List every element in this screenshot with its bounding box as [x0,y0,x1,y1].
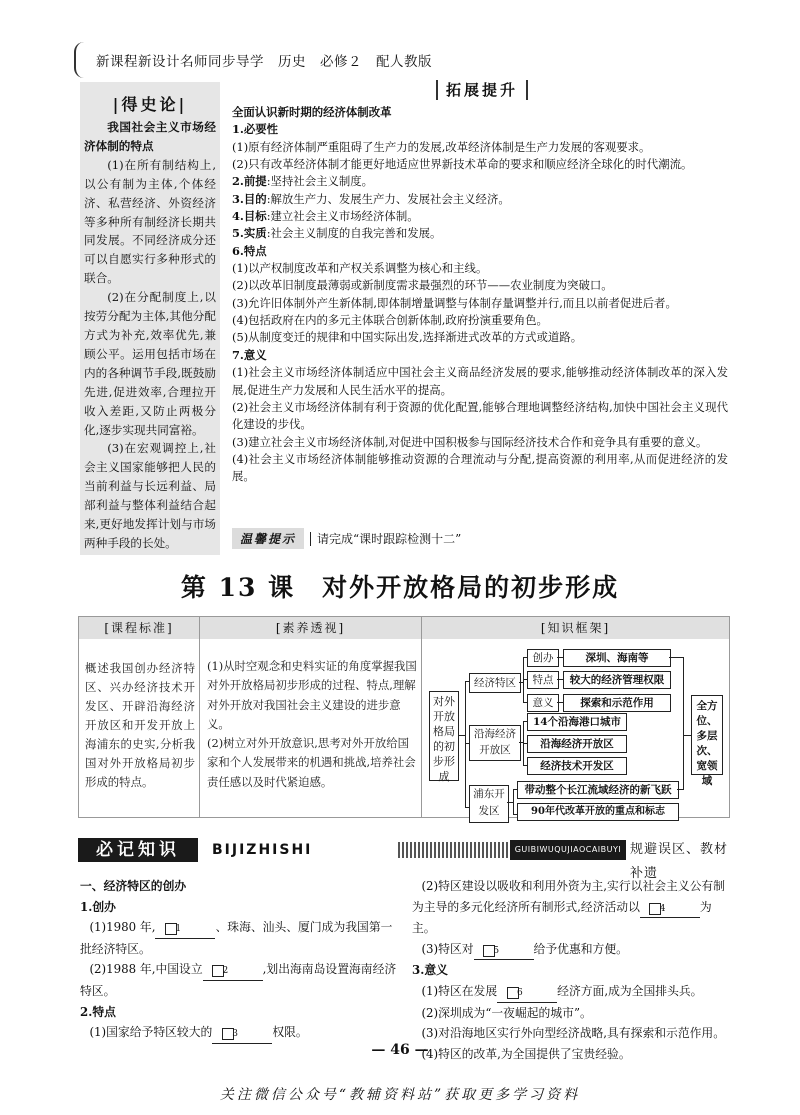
blank-number: 3 [222,1028,234,1040]
table-header-framework: [知识框架] [422,617,729,639]
text: (4)特区的改革,为全国提供了宝贵经验。 [421,1046,631,1061]
section-heading: 5.实质 [232,226,267,241]
paragraph: (1)以产权制度改革和产权关系调整为核心和主线。 [232,261,488,276]
text: (2)深圳成为“一夜崛起的城市”。 [421,1005,592,1020]
table-header-literacy: [素养透视] [200,617,421,639]
framework-leaf: 较大的经济管理权限 [563,671,671,689]
fill-blank-2[interactable] [203,959,263,981]
section-heading: 2.前提 [232,174,267,189]
framework-leaf: 14个沿海港口城市 [527,713,627,731]
sidebar-text [84,118,216,553]
paragraph: :坚持社会主义制度。 [266,174,374,189]
paragraph: (5)从制度变迁的规律和中国实际出发,选择渐进式改革的方式或道路。 [232,330,583,345]
table-header-standard: [课程标准] [79,617,199,639]
text: (1)国家给予特区较大的 [89,1025,213,1040]
banner-stripe [398,842,510,858]
subsection-heading: 1.创办 [80,899,116,914]
connector-line [683,657,684,790]
paragraph: (1)原有经济体制严重阻碍了生产力的发展,改革经济体制是生产力发展的客观要求。 [232,139,651,154]
footer-note: 关注微信公众号“教辅资料站”获取更多学习资料 [219,1087,581,1103]
framework-root: 对外开放格局的初步形成 [429,691,459,781]
framework-leaf: 90年代改革开放的重点和标志 [517,803,679,821]
column-divider [421,617,422,817]
text: 为主。 [412,899,712,936]
expansion-title: 拓展提升 [436,80,528,100]
book-header: 新课程新设计名师同步导学 历史 必修２ 配人教版 [96,54,432,70]
curriculum-standard-text: 概述我国创办经济特区、兴办经济技术开发区、开辟沿海经济开放区和开发开放上海浦东的史实,分析我国对外开放格局初步形成的特点。 [85,661,195,789]
paragraph: (1)社会主义市场经济体制适应中国社会主义商品经济发展的要求,能够推动经济体制改革的深入发展,促进生产力发展和人民生活水平的提高。 [232,365,728,397]
history-insight-sidebar [80,82,220,555]
blank-number: 6 [507,987,519,999]
tip-divider [310,532,311,546]
fill-blank-6[interactable] [497,981,557,1003]
text: 权限。 [272,1025,308,1040]
blank-number: 2 [212,965,224,977]
banner-title: 必记知识 [78,838,198,862]
subsection-heading: 3.意义 [412,963,448,978]
lesson-overview-table [78,616,730,818]
section-heading: 7.意义 [232,347,267,362]
framework-leaf: 带动整个长江流域经济的新飞跃 [517,781,679,799]
paragraph: (3)建立社会主义市场经济体制,对促进中国积极参与国际经济技术合作和竞争具有重要的意义。 [232,434,708,449]
framework-branch-special-zones: 经济特区 [469,673,521,693]
literacy-item: (2)树立对外开放意识,思考对外开放给国家和个人发展带来的机遇和挑战,培养社会责任感以及时代紧迫感。 [207,736,416,789]
connector-line [513,789,514,815]
section-heading: 一、经济特区的创办 [80,879,187,893]
tip-label: 温馨提示 [232,528,304,549]
lesson-title: 第 13 课 对外开放格局的初步形成 [180,573,620,602]
text: (3)对沿海地区实行外向型经济战略,具有探索和示范作用。 [421,1026,726,1041]
banner-right-pinyin: GUIBIWUQUJIAOCAIBUYI [510,840,626,860]
fill-blank-1[interactable] [155,917,215,939]
subsection-heading: 2.特点 [80,1004,116,1019]
connector-line [683,735,691,736]
paragraph: (2)社会主义市场经济体制有利于资源的优化配置,能够合理地调整经济结构,加快中国社会主义现代化建设的步伐。 [232,399,728,432]
text: (2)1988 年,中国设立 [89,962,203,977]
sidebar-paragraph: (2)在分配制度上,以按劳分配为主体,其他分配方式为补充,效率优先,兼顾公平。运用包括市场在内的各种调节手段,既鼓励先进,促进效率,合理拉开收入差距,又防止两极分化,逐步实现共同富裕。 [84,290,216,437]
section-heading: 4.目标 [232,209,267,224]
framework-sub-significance: 意义 [527,694,559,712]
sidebar-paragraph: (3)在宏观调控上,社会主义国家能够把人民的当前利益与长远利益、局部利益与整体利益结合起来,更好地发挥计划与市场两种手段的长处。 [84,441,216,550]
knowledge-left-column [80,876,398,1044]
text: (3)特区对 [421,941,474,956]
fill-blank-3[interactable] [212,1022,272,1044]
text: ,划出海南岛设置海南经济特区。 [80,962,397,998]
connector-line [669,657,683,658]
blank-number: 5 [483,945,495,957]
text: 、珠海、汕头、厦门成为我国第一批经济特区。 [80,920,393,956]
framework-sub-features: 特点 [527,671,559,689]
expansion-body [232,104,728,486]
framework-leaf: 经济技术开发区 [527,757,627,775]
must-remember-banner [78,838,729,881]
text: 经济方面,成为全国排头兵。 [557,983,703,998]
paragraph: (2)以改革旧制度最薄弱或新制度需求最强烈的环节——农业制度为突破口。 [232,278,613,293]
connector-line [523,657,524,703]
framework-branch-coastal: 沿海经济开放区 [469,725,521,761]
paragraph: (3)允许旧体制外产生新体制,即体制增量调整与体制存量调整并行,而且以前者促进后者。 [232,295,677,310]
header-brace-icon [74,42,86,78]
framework-leaf: 沿海经济开放区 [527,735,627,753]
reminder-tip [232,528,461,549]
sidebar-paragraph: (1)在所有制结构上,以公有制为主体,个体经济、私营经济、外资经济等多种所有制经济长期共同发展。不同经济成分还可以自愿实行多种形式的联合。 [84,157,216,286]
paragraph: :社会主义制度的自我完善和发展。 [266,226,442,241]
framework-result: 全方位、多层次、宽领域 [691,695,723,775]
sidebar-heading: 我国社会主义市场经济体制的特点 [84,120,216,153]
paragraph: (4)包括政府在内的多元主体联合创新体制,政府扮演重要角色。 [232,313,548,328]
tip-text: 请完成“课时跟踪检测十二” [317,532,462,546]
paragraph: :建立社会主义市场经济体制。 [266,209,419,224]
section-heading: 6.特点 [232,243,267,258]
text: 给予优惠和方便。 [533,941,628,956]
banner-pinyin: BIJIZHISHI [212,842,313,858]
framework-branch-pudong: 浦东开发区 [469,785,509,823]
banner-right-title: 规避误区、教材补遗 [630,842,729,881]
paragraph: (2)只有改革经济体制才能更好地适应世界新技术革命的要求和顺应经济全球化的时代潮流。 [232,157,693,172]
expansion-subtitle: 全面认识新时期的经济体制改革 [232,105,392,119]
fill-blank-4[interactable] [640,897,700,919]
knowledge-right-column [412,876,730,1064]
page-number: — 46 — [371,1042,429,1058]
blank-number: 1 [165,923,177,935]
framework-sub-founding: 创办 [527,649,559,667]
fill-blank-5[interactable] [474,939,534,961]
literacy-item: (1)从时空观念和史料实证的角度掌握我国对外开放格局初步形成的过程、特点,理解对外开放对我国社会主义建设的进步意义。 [207,659,417,731]
section-heading: 1.必要性 [232,122,279,137]
section-heading: 3.目的 [232,191,267,206]
paragraph: (4)社会主义市场经济体制能够推动资源的合理流动与分配,提高资源的利用率,从而促进经济的发展。 [232,451,728,484]
connector-line [465,681,466,807]
blank-number: 4 [649,903,661,915]
framework-leaf: 探索和示范作用 [563,694,671,712]
column-divider [199,617,200,817]
literacy-text [207,657,417,792]
text: (2)特区建设以吸收和利用外资为主,实行以社会主义公有制为主导的多元化经济所有制形式,经济活动以 [412,879,726,914]
sidebar-title: |得史论| [112,95,188,114]
paragraph: :解放生产力、发展生产力、发展社会主义经济。 [266,191,510,206]
text: (1)1980 年, [89,920,156,935]
text: (1)特区在发展 [421,983,498,998]
framework-leaf: 深圳、海南等 [563,649,671,667]
